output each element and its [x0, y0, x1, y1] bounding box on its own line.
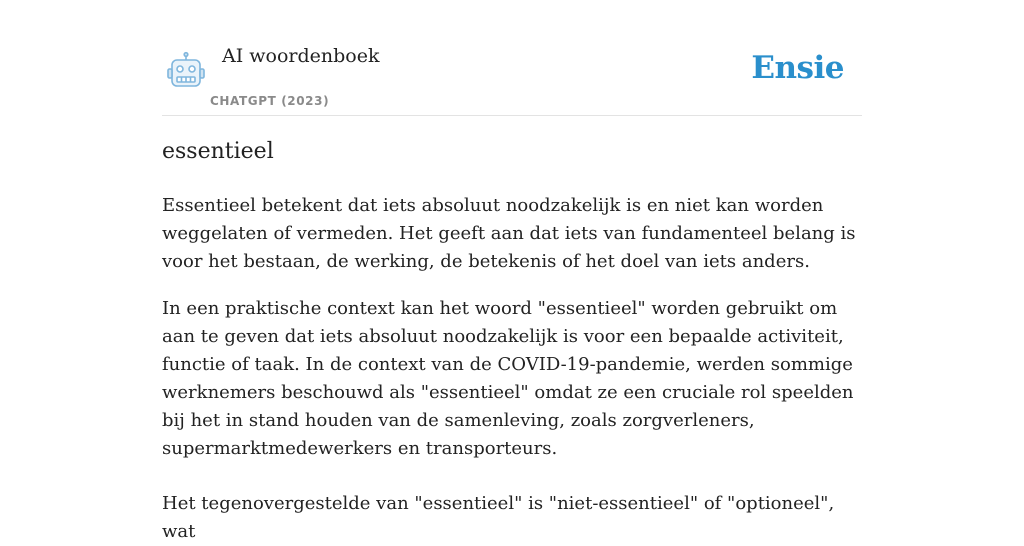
source-subtitle: CHATGPT (2023): [210, 94, 330, 108]
ensie-logo[interactable]: Ensie: [751, 50, 844, 86]
definition-paragraph-3: Het tegenovergestelde van "essentieel" is "niet-essentieel" of "optioneel", wat: [162, 493, 835, 542]
source-header: [162, 30, 862, 116]
definition-paragraph-1: Essentieel betekent dat iets absoluut noodzakelijk is en niet kan worden weggelaten of vermeden. Het geeft aan dat iets van fundamenteel belang is voor het bestaan, de werking, de betekenis of het doel van iets anders.: [162, 195, 856, 272]
entry-definition: [162, 192, 862, 546]
source-title[interactable]: AI woordenboek: [222, 45, 380, 67]
robot-icon: [166, 52, 206, 88]
entry-word: essentieel: [162, 139, 274, 164]
definition-paragraph-2: In een praktische context kan het woord "essentieel" worden gebruikt om aan te geven dat iets absoluut noodzakelijk is voor een bepaalde activiteit, functie of taak. In de context van de COVID-19-pandemie, werden sommige werknemers beschouwd als "essentieel" omdat ze een cruciale rol speelden bij het in stand houden van de samenleving, zoals zorgverleners, supermarktmedewerkers en transporteurs.: [162, 298, 854, 459]
